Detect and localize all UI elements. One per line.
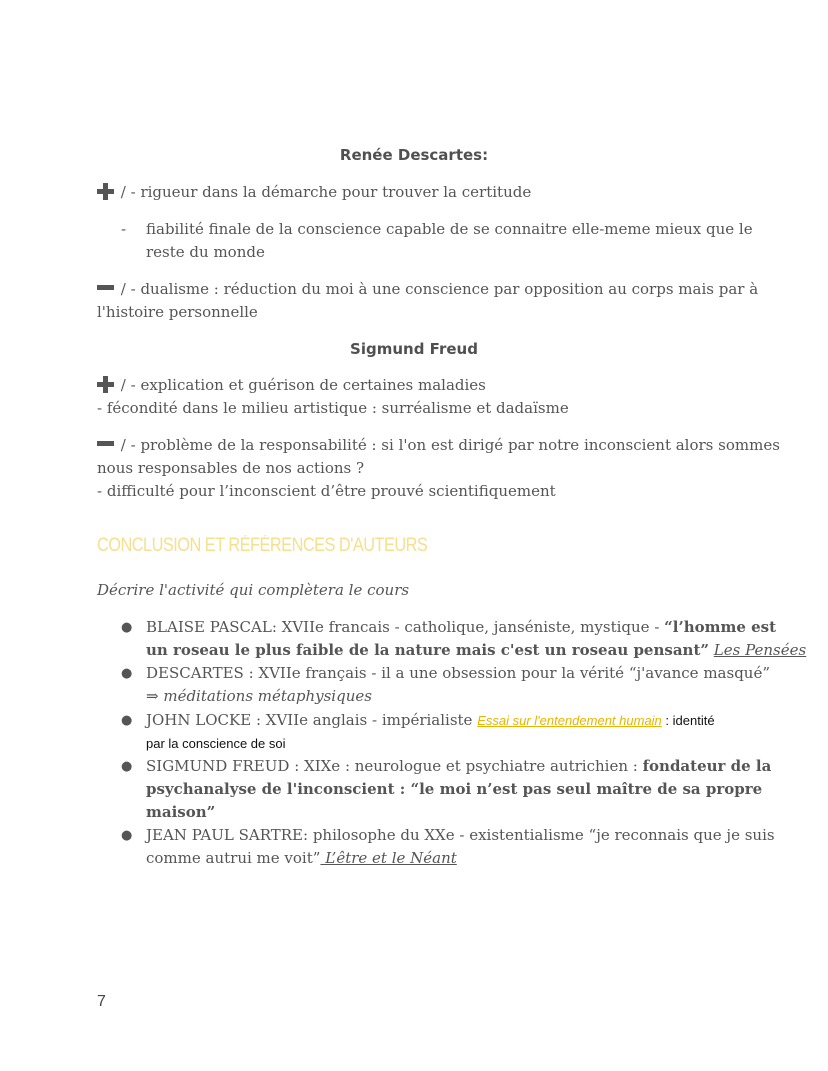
list-item-pascal-line2 <box>146 639 806 662</box>
plus-icon <box>97 376 114 393</box>
list-item-locke-line2: par la conscience de soi <box>146 736 286 751</box>
descartes-heading: Renée Descartes: <box>339 146 489 164</box>
bullet-icon: ● <box>121 759 133 774</box>
freud-minus-text: problème de la responsabilité : si l'on est dirigé par notre inconscient alors sommes <box>140 436 780 454</box>
freud-minus-line2: nous responsables de nos actions ? <box>97 459 365 477</box>
list-item-text: comme autrui me voit” <box>146 849 321 867</box>
list-item-freud-line2: psychanalyse de l'inconscient : “le moi n’est pas seul maître de sa propre <box>146 780 763 798</box>
freud-plus-line2: - fécondité dans le milieu artistique : surréalisme et dadaïsme <box>97 399 569 417</box>
descartes-minus-line2: l'histoire personnelle <box>97 303 258 321</box>
plus-prefix: / - <box>116 376 141 394</box>
list-item-sartre-line1: JEAN PAUL SARTRE: philosophe du XXe - existentialisme “je reconnais que je suis <box>146 826 775 844</box>
freud-plus-text: explication et guérison de certaines maladies <box>140 376 486 394</box>
bullet-icon: ● <box>121 828 133 843</box>
list-dash: - <box>121 220 127 238</box>
list-item-locke-line1 <box>146 709 715 732</box>
plus-icon <box>97 183 114 200</box>
section-title: CONCLUSION ET RÉFÉRENCES D'AUTEURS <box>97 535 428 556</box>
arrow-icon: ⇒ <box>146 687 164 705</box>
descartes-sub-line2: reste du monde <box>146 243 265 261</box>
list-item-text: BLAISE PASCAL: XVIIe francais - catholique, janséniste, mystique - <box>146 618 665 636</box>
quote-text: fondateur de la <box>642 757 772 775</box>
freud-minus-line3: - difficulté pour l’inconscient d’être prouvé scientifiquement <box>97 482 556 500</box>
quote-text: “l’homme est <box>664 618 777 636</box>
list-item-descartes-line2 <box>146 685 372 708</box>
book-reference: méditations métaphysiques <box>163 687 372 705</box>
descartes-minus-text: dualisme : réduction du moi à une conscience par opposition au corps mais par à <box>140 280 759 298</box>
list-item-text: : identité <box>661 713 715 728</box>
freud-minus-line1 <box>97 434 780 457</box>
freud-heading: Sigmund Freud <box>350 340 478 358</box>
minus-prefix: / - <box>116 280 141 298</box>
quote-text: un roseau le plus faible de la nature mais c'est un roseau pensant” <box>146 641 710 659</box>
list-item-freud-line3: maison” <box>146 803 216 821</box>
book-reference: Les Pensées <box>713 641 807 659</box>
minus-icon <box>97 441 114 446</box>
descartes-plus-line <box>97 181 531 204</box>
activity-description: Décrire l'activité qui complètera le cours <box>97 581 410 599</box>
minus-prefix: / - <box>116 436 141 454</box>
bullet-icon: ● <box>121 620 133 635</box>
book-link[interactable]: Essai sur l'entendement humain <box>477 713 662 728</box>
descartes-minus-line1 <box>97 278 758 301</box>
list-item-sartre-line2 <box>146 847 457 870</box>
list-item-text: JOHN LOCKE : XVIIe anglais - impérialiste <box>146 711 478 729</box>
plus-prefix: / - <box>116 183 141 201</box>
list-item-freud-line1 <box>146 755 771 778</box>
descartes-plus-text: rigueur dans la démarche pour trouver la certitude <box>140 183 532 201</box>
book-reference: L’être et le Néant <box>320 849 457 867</box>
bullet-icon: ● <box>121 666 133 681</box>
page-number: 7 <box>97 993 106 1010</box>
list-item-text: SIGMUND FREUD : XIXe : neurologue et psychiatre autrichien : <box>146 757 643 775</box>
bullet-icon: ● <box>121 713 133 728</box>
freud-plus-line1 <box>97 374 486 397</box>
list-item-pascal-line1 <box>146 616 776 639</box>
minus-icon <box>97 285 114 290</box>
list-item-descartes-line1: DESCARTES : XVIIe français - il a une obsession pour la vérité “j'avance masqué” <box>146 664 771 682</box>
descartes-sub-line1: fiabilité finale de la conscience capable de se connaitre elle-meme mieux que le <box>146 220 753 238</box>
